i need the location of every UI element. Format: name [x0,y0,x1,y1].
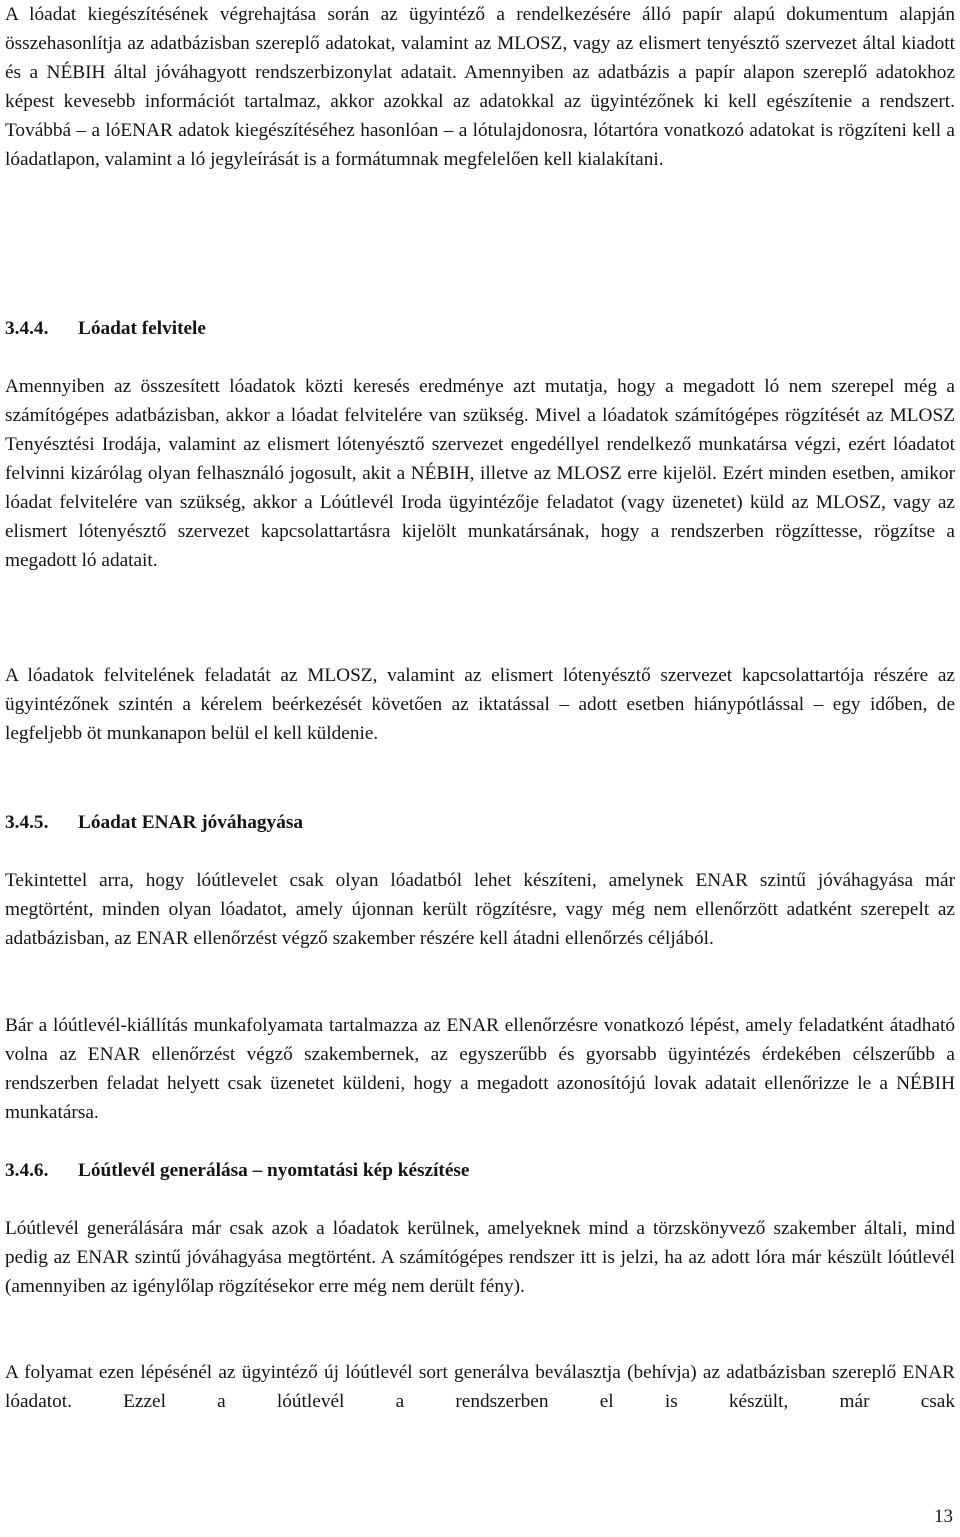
section-number: 3.4.6. [5,1160,49,1181]
section-heading-3-4-4 [5,314,206,343]
section-title: Lóadat felvitele [78,318,206,339]
page-number: 13 [934,1506,953,1527]
section-title: Lóadat ENAR jóváhagyása [78,812,303,833]
paragraph-process-step: A folyamat ezen lépésénél az ügyintéző új lóútlevél sort generálva beválasztja (behívja) az adatbázisban szereplő ENAR lóadatot. Ezzel a lóútlevél a rendszerben el is készült, már csak [5,1362,955,1412]
section-number: 3.4.4. [5,318,49,339]
section-heading-3-4-6 [5,1156,469,1185]
paragraph-entry-deadline: A lóadatok felvitelének feladatát az MLOSZ, valamint az elismert lótenyésztő szervezet kapcsolattartója részére az ügyintézőnek szintén a kérelem beérkezését követően az iktatással – adott esetben hiánypótlással – egy időben, de legfeljebb öt munkanapon belül el kell küldenie. [5,665,955,744]
paragraph-data-entry: Amennyiben az összesített lóadatok közti keresés eredménye azt mutatja, hogy a megadott ló nem szerepel még a számítógépes adatbázisban, akkor a lóadat felvitelére van szükség. Mivel a lóadatok számítógépes rögzítését az MLOSZ Tenyésztési Irodája, valamint az elismert lótenyésztő szervezet engedéllyel rendelkező munkatársa végzi, ezért lóadatot felvinni kizárólag olyan felhasználó jogosult, akit a NÉBIH, illetve az MLOSZ erre kijelöl. Ezért minden esetben, amikor lóadat felvitelére van szükség, akkor a Lóútlevél Iroda ügyintézője feladatot (vagy üzenetet) küld az MLOSZ, vagy az elismert lótenyésztő szervezet kapcsolattartásra kijelölt munkatársának, hogy a rendszerben rögzíttesse, rögzítse a megadott ló adatait. [5,376,955,571]
paragraph-passport-generation: Lóútlevél generálására már csak azok a lóadatok kerülnek, amelyeknek mind a törzskönyvező szakember általi, mind pedig az ENAR szintű jóváhagyása megtörtént. A számítógépes rendszer itt is jelzi, ha az adott lóra már készült lóútlevél (amennyiben az igénylőlap rögzítésekor erre még nem derült fény). [5,1218,955,1297]
section-number: 3.4.5. [5,812,49,833]
section-title: Lóútlevél generálása – nyomtatási kép készítése [78,1160,470,1181]
section-heading-3-4-5 [5,808,303,837]
paragraph-record-completion: A lóadat kiegészítésének végrehajtása során az ügyintéző a rendelkezésére álló papír alapú dokumentum alapján összehasonlítja az adatbázisban szereplő adatokat, valamint az MLOSZ, vagy az elismert tenyésztő szervezet által kiadott és a NÉBIH által jóváhagyott rendszerbizonylat adatait. Amennyiben az adatbázis a papír alapon szereplő adatokhoz képest kevesebb információt tartalmaz, akkor azokkal az adatokkal az ügyintézőnek ki kell egészítenie a rendszert. Továbbá – a lóENAR adatok kiegészítéséhez hasonlóan – a lótulajdonosra, lótartóra vonatkozó adatokat is rögzíteni kell a lóadatlapon, valamint a ló jegyleírását is a formátumnak megfelelően kell kialakítani. [5,4,955,170]
paragraph-enar-message: Bár a lóútlevél-kiállítás munkafolyamata tartalmazza az ENAR ellenőrzésre vonatkozó lépést, amely feladatként átadható volna az ENAR ellenőrzést végző szakembernek, az egyszerűbb és gyorsabb ügyintézés érdekében célszerűbb a rendszerben feladat helyett csak üzenetet küldeni, hogy a megadott azonosítójú lovak adatait ellenőrizze le a NÉBIH munkatársa. [5,1015,955,1123]
paragraph-enar-approval: Tekintettel arra, hogy lóútlevelet csak olyan lóadatból lehet készíteni, amelynek ENAR szintű jóváhagyása már megtörtént, minden olyan lóadatot, amely újonnan került rögzítésre, vagy még nem ellenőrzött adatként szerepelt az adatbázisban, az ENAR ellenőrzést végző szakember részére kell átadni ellenőrzés céljából. [5,870,955,949]
